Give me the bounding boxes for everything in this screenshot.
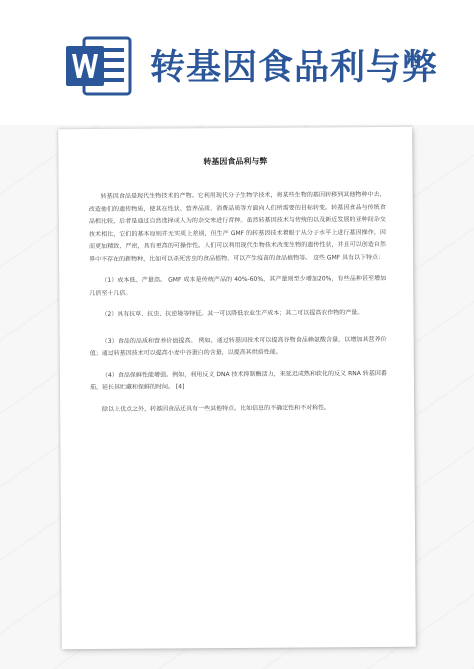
paragraph-point-1: （1）成本低、产量高。 GMF 成本是传统产品的 40%-60%，其产量则至少增加20%，有些品种甚至增加几倍至十几倍。 <box>89 274 387 297</box>
paragraph-intro: 转基因食品是现代生物技术的产物。它利用现代分子生物学技术，将某些生物的基因转移到其他物种中去，改造他们的遗传物质，使其在性状、营养品质、消费品质等方面向人们所需要的目标转变。转基因食品与传统食品相比较，后者是通过自然选择或人为的杂交来进行育种。虽然转基因技术与传统的以及新近发展的亚种间杂交技术相比，它们的基本原则并无实质上差别，但生产 GMF 的转基因技术着眼于从分子水平上进行基因操作，因而更加精致、严密，具有更高的可操作性。人们可以利用现代生物技术改变生物的遗传性状，并且可以创造自然界中不存在的新物种，比如可以杀死害虫的食品植物、可以产生疫苗的食品植物等。 这些 GMF 具有以下特点： <box>88 190 387 263</box>
word-document-icon <box>66 34 132 98</box>
banner <box>0 0 474 125</box>
document-body <box>89 189 388 416</box>
paragraph-point-4: （4）食品保鲜性能增强。例如，利用反义 DNA 技术抑制酶活力，来延迟成熟和软化的反义 RNA 转基因番茄，延长其贮藏和保鲜的时间。 [4] <box>89 369 387 392</box>
paragraph-point-2: （2）具有抗草、抗虫、抗逆境等特征。其一可以降低农业生产成本；其二可以提高农作物的产量。 <box>101 309 364 318</box>
paragraph-conclusion: 除以上优点之外，转基因食品还具有一些其他特点。比如信息的不确定性和不对称性。 <box>102 403 331 413</box>
document-page <box>58 127 416 649</box>
banner-title: 转基因食品利与弊 <box>150 48 439 88</box>
document-title: 转基因食品利与弊 <box>203 156 268 167</box>
paragraph-point-3: （3）食品的品质和营养价值提高。 例如，通过转基因技术可以提高谷物食品赖氨酸含量，以增加其营养价值；通过转基因技术可以提高小麦中谷蛋白的含量，以提高其烘焙性能。 <box>89 335 387 358</box>
